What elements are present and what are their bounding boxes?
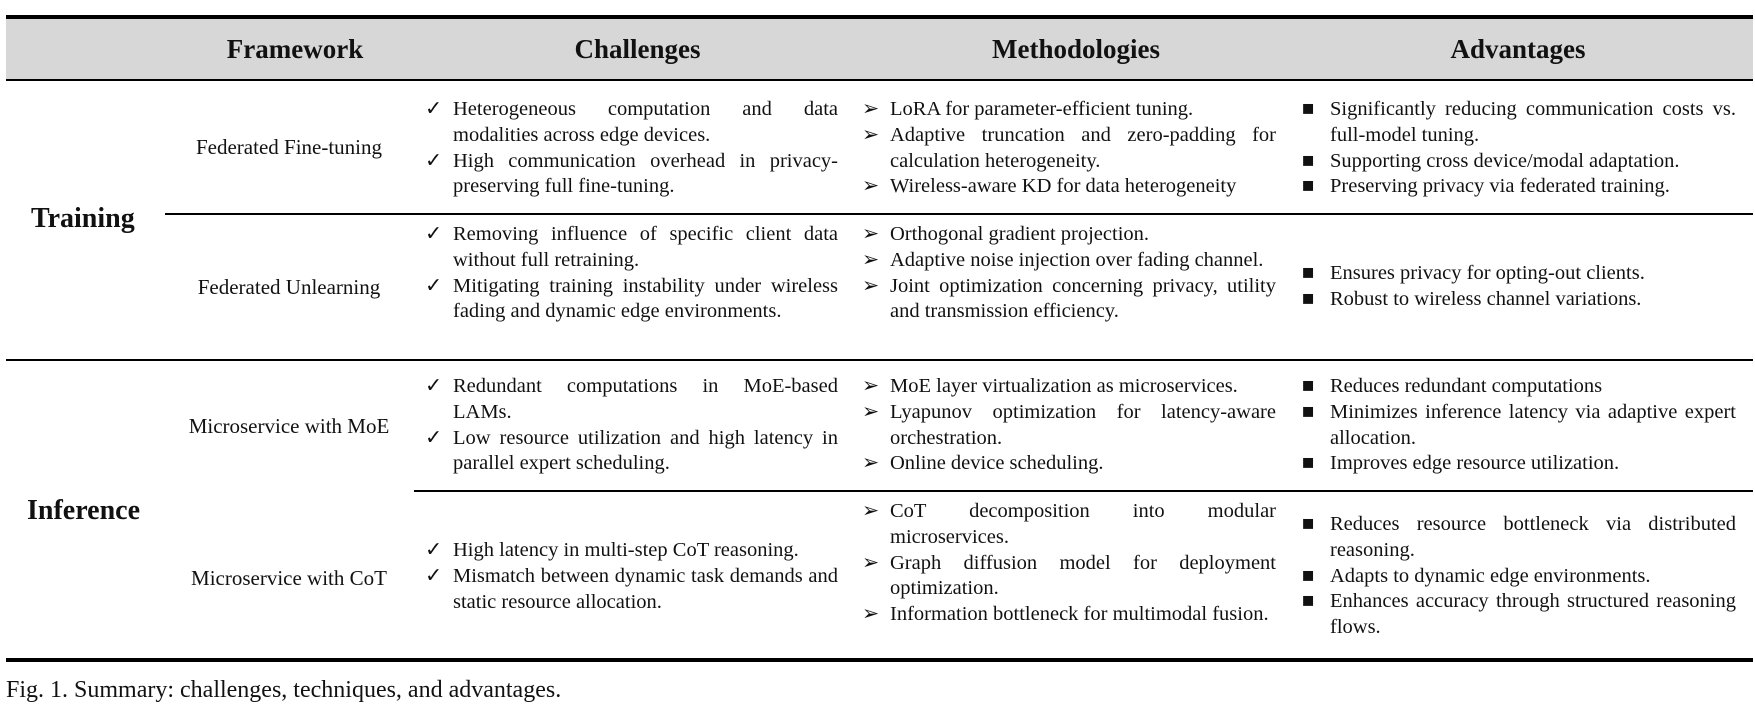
square-bullet-icon: ■: [1302, 375, 1315, 397]
check-icon: ✓: [425, 98, 443, 120]
challenge-item: ✓ Low resource utilization and high latency in parallel expert scheduling.: [425, 426, 838, 475]
advantages-cell: [1302, 512, 1736, 641]
advantage-item: ■ Enhances accuracy through structured reasoning flows.: [1302, 590, 1736, 639]
method-item: ➢ CoT decomposition into modular microservices.: [862, 500, 1276, 548]
check-icon: ✓: [425, 375, 443, 397]
section-divider: [6, 359, 1753, 361]
header-advantages: Advantages: [1450, 34, 1586, 64]
challenge-item: ✓ Redundant computations in MoE-based LAMs.: [425, 375, 838, 423]
methodologies-cell: [862, 499, 1276, 628]
method-item: ➢ Lyapunov optimization for latency-aware orchestration.: [862, 400, 1276, 449]
challenges-cell: [425, 222, 838, 325]
arrow-icon: ➢: [862, 452, 880, 475]
advantages-cell: [1302, 261, 1736, 313]
table-bottom-rule: [6, 658, 1753, 662]
square-bullet-icon: ■: [1302, 287, 1315, 310]
arrow-icon: ➢: [862, 603, 880, 626]
header-bottom-rule: [6, 79, 1753, 81]
methodologies-cell: [862, 222, 1276, 325]
square-bullet-icon: ■: [1302, 175, 1315, 198]
challenge-item: ✓ High communication overhead in privacy-preserving full fine-tuning.: [425, 149, 838, 198]
check-icon: ✓: [425, 274, 443, 297]
square-bullet-icon: ■: [1302, 513, 1315, 535]
method-item: ➢ Graph diffusion model for deployment optimization.: [862, 551, 1276, 600]
square-bullet-icon: ■: [1302, 564, 1315, 587]
arrow-icon: ➢: [862, 248, 880, 271]
method-item: ➢ Joint optimization concerning privacy, utility and transmission efficiency.: [862, 274, 1276, 323]
method-item: ➢ LoRA for parameter-efficient tuning.: [862, 97, 1276, 123]
challenge-item: ✓ High latency in multi-step CoT reasoning.: [425, 538, 838, 564]
square-bullet-icon: ■: [1302, 590, 1315, 613]
arrow-icon: ➢: [862, 375, 880, 397]
arrow-icon: ➢: [862, 98, 880, 120]
challenges-cell: [425, 97, 838, 200]
advantage-item: ■ Significantly reducing communication costs vs. full-model tuning.: [1302, 98, 1736, 146]
advantage-item: ■ Minimizes inference latency via adaptive expert allocation.: [1302, 400, 1736, 449]
advantages-cell: [1302, 374, 1736, 477]
advantage-item: ■ Robust to wireless channel variations.: [1302, 287, 1736, 313]
square-bullet-icon: ■: [1302, 262, 1315, 284]
table-header: [6, 19, 1753, 79]
challenge-item: ✓ Mitigating training instability under wireless fading and dynamic edge environments.: [425, 274, 838, 323]
check-icon: ✓: [425, 539, 443, 561]
check-icon: ✓: [425, 223, 443, 245]
arrow-icon: ➢: [862, 223, 880, 245]
method-item: ➢ Adaptive truncation and zero-padding for calculation heterogeneity.: [862, 123, 1276, 172]
advantages-cell: [1302, 97, 1736, 200]
check-icon: ✓: [425, 149, 443, 172]
advantage-item: ■ Improves edge resource utilization.: [1302, 451, 1736, 477]
advantage-item: ■ Supporting cross device/modal adaptation.: [1302, 149, 1736, 175]
method-item: ➢ Online device scheduling.: [862, 451, 1276, 477]
challenge-item: ✓ Mismatch between dynamic task demands and static resource allocation.: [425, 564, 838, 613]
challenge-item: ✓ Removing influence of specific client data without full retraining.: [425, 223, 838, 271]
header-framework: Framework: [226, 34, 364, 64]
advantage-item: ■ Preserving privacy via federated training.: [1302, 174, 1736, 200]
method-item: ➢ Information bottleneck for multimodal fusion.: [862, 602, 1276, 628]
square-bullet-icon: ■: [1302, 149, 1315, 172]
header-methodologies: Methodologies: [992, 34, 1160, 64]
arrow-icon: ➢: [862, 123, 880, 146]
method-item: ➢ Adaptive noise injection over fading channel.: [862, 248, 1276, 274]
check-icon: ✓: [425, 564, 443, 587]
methodologies-cell: [862, 97, 1276, 200]
challenge-item: ✓ Heterogeneous computation and data modalities across edge devices.: [425, 98, 838, 146]
arrow-icon: ➢: [862, 551, 880, 574]
method-item: ➢ Wireless-aware KD for data heterogeneity: [862, 174, 1276, 200]
framework-label: Federated Unlearning: [197, 275, 381, 299]
advantage-item: ■ Reduces redundant computations: [1302, 374, 1736, 400]
advantage-item: ■ Ensures privacy for opting-out clients.: [1302, 261, 1736, 287]
arrow-icon: ➢: [862, 175, 880, 198]
method-item: ➢ MoE layer virtualization as microservices.: [862, 374, 1276, 400]
method-item: ➢ Orthogonal gradient projection.: [862, 222, 1276, 248]
square-bullet-icon: ■: [1302, 452, 1315, 475]
framework-label: Microservice with CoT: [191, 566, 387, 590]
square-bullet-icon: ■: [1302, 98, 1315, 120]
training-row-divider: [165, 213, 1753, 215]
advantage-item: ■ Reduces resource bottleneck via distributed reasoning.: [1302, 513, 1736, 561]
arrow-icon: ➢: [862, 400, 880, 423]
section-training: Training: [31, 203, 135, 234]
square-bullet-icon: ■: [1302, 400, 1315, 423]
figure-caption: Fig. 1. Summary: challenges, techniques, and advantages.: [6, 677, 562, 703]
inference-row-divider: [414, 490, 1753, 492]
framework-label: Federated Fine-tuning: [195, 135, 383, 159]
advantage-item: ■ Adapts to dynamic edge environments.: [1302, 564, 1736, 590]
challenges-cell: [425, 374, 838, 477]
methodologies-cell: [862, 374, 1276, 477]
arrow-icon: ➢: [862, 274, 880, 297]
challenges-cell: [425, 538, 838, 615]
check-icon: ✓: [425, 426, 443, 449]
framework-label: Microservice with MoE: [188, 414, 390, 438]
section-inference: Inference: [27, 495, 140, 526]
arrow-icon: ➢: [862, 500, 880, 522]
header-challenges: Challenges: [574, 34, 701, 64]
